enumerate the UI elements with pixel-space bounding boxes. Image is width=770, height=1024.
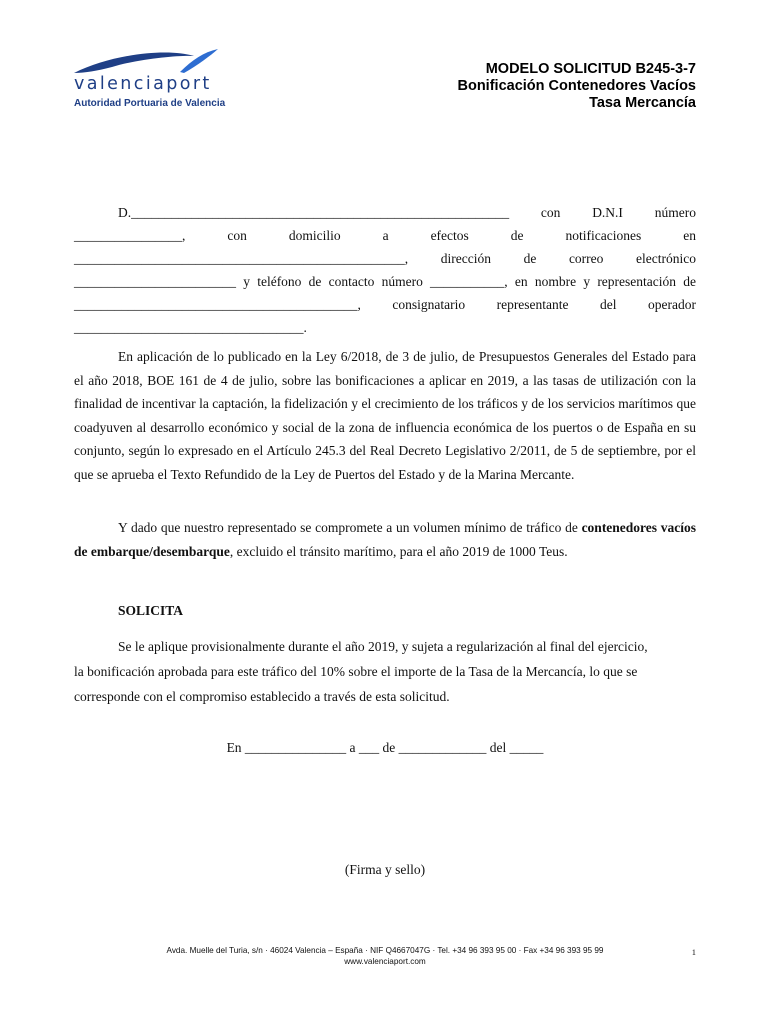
paragraph-line: corresponde con el compromiso establecido a través de esta solicitud. <box>74 689 450 704</box>
form-line-3 <box>74 251 696 271</box>
document-subtitle: Bonificación Contenedores Vacíos <box>457 78 696 94</box>
solicita-heading: SOLICITA <box>118 603 184 618</box>
form-word: D.N.I <box>592 205 623 220</box>
email-phone-representation-line[interactable]: ________________________ y teléfono de contacto número ___________, en nombre y representación de <box>74 274 696 289</box>
form-word: en <box>683 228 696 243</box>
form-word: a <box>382 228 389 243</box>
page-number: 1 <box>691 947 696 957</box>
form-word: efectos <box>430 228 469 243</box>
dni-field[interactable]: ________________, <box>74 228 186 243</box>
form-word: operador <box>648 297 696 312</box>
form-word: notificaciones <box>565 228 642 243</box>
document-title: MODELO SOLICITUD B245-3-7 <box>485 61 696 77</box>
form-word: consignatario <box>392 297 466 312</box>
valenciaport-logo <box>72 46 226 118</box>
form-line-1 <box>74 205 696 225</box>
operator-field[interactable]: __________________________________. <box>74 320 307 335</box>
signature-label: (Firma y sello) <box>344 862 426 877</box>
wave-emblem-icon <box>72 46 222 76</box>
consignee-field[interactable]: __________________________________________, <box>74 297 361 312</box>
form-word: representante <box>496 297 569 312</box>
paragraph-bold-text: contenedores vacíos de embarque/desembarque <box>74 520 696 559</box>
form-line-2 <box>74 228 696 248</box>
form-word: dirección <box>440 251 491 266</box>
form-word: domicilio <box>288 228 341 243</box>
place-date-line[interactable]: En _______________ a ___ de _____________ del _____ <box>226 740 544 755</box>
form-word: con <box>540 205 561 220</box>
name-field[interactable]: D.________________________________________________________ <box>118 205 510 220</box>
paragraph-text: , excluido el tránsito marítimo, para el año 2019 de 1000 Teus. <box>229 543 568 559</box>
form-word: número <box>654 205 696 220</box>
document-subtitle-2: Tasa Mercancía <box>589 95 696 111</box>
paragraph-legal-basis: En aplicación de lo publicado en la Ley 6/2018, de 3 de julio, de Presupuestos Generales del Estado para el año 2018, BOE 161 de 4 de julio, sobre las bonificaciones a aplicar en 2019, a las tasas de utilización con la finalidad de incentivar la captación, la fidelización y el crecimiento de los tráficos y de los servicios marítimos que coadyuven al desarrollo económico y social de la zona de influencia económica de los puertos o de España en su conjunto, según lo expresado en el Artículo 245.3 del Real Decreto Legislativo 2/2011, de 5 de septiembre, por el que se aprueba el Texto Refundido de la Ley de Puertos del Estado y de la Marina Mercante. <box>74 349 696 482</box>
footer-website: www.valenciaport.com <box>344 957 426 966</box>
form-word: con <box>227 228 247 243</box>
form-word: del <box>600 297 617 312</box>
footer-address: Avda. Muelle del Turia, s/n · 46024 Valencia – España · NIF Q4667047G · Tel. +34 96 393 95 00 · Fax +34 96 393 95 99 <box>166 946 604 955</box>
paragraph-text: Y dado que nuestro representado se compromete a un volumen mínimo de tráfico de <box>118 520 582 535</box>
form-word: de <box>510 228 524 243</box>
form-line-5 <box>74 297 696 317</box>
form-line-6 <box>74 320 696 340</box>
paragraph-line: la bonificación aprobada para este tráfico del 10% sobre el importe de la Tasa de la Mercancía, lo que se <box>74 664 638 679</box>
form-word: de <box>523 251 537 266</box>
logo-subtitle: Autoridad Portuaria de Valencia <box>74 98 226 109</box>
footer <box>0 945 770 967</box>
paragraph-commitment <box>74 516 696 563</box>
paragraph-request <box>74 634 696 709</box>
logo-wordmark: valenciaport <box>74 74 212 94</box>
form-word: electrónico <box>636 251 696 266</box>
form-line-4 <box>74 274 696 294</box>
address-field[interactable]: _________________________________________________, <box>74 251 409 266</box>
paragraph-line: Se le aplique provisionalmente durante el año 2019, y sujeta a regularización al final del ejercicio, <box>118 639 648 654</box>
form-word: correo <box>568 251 604 266</box>
document-header <box>458 61 697 112</box>
